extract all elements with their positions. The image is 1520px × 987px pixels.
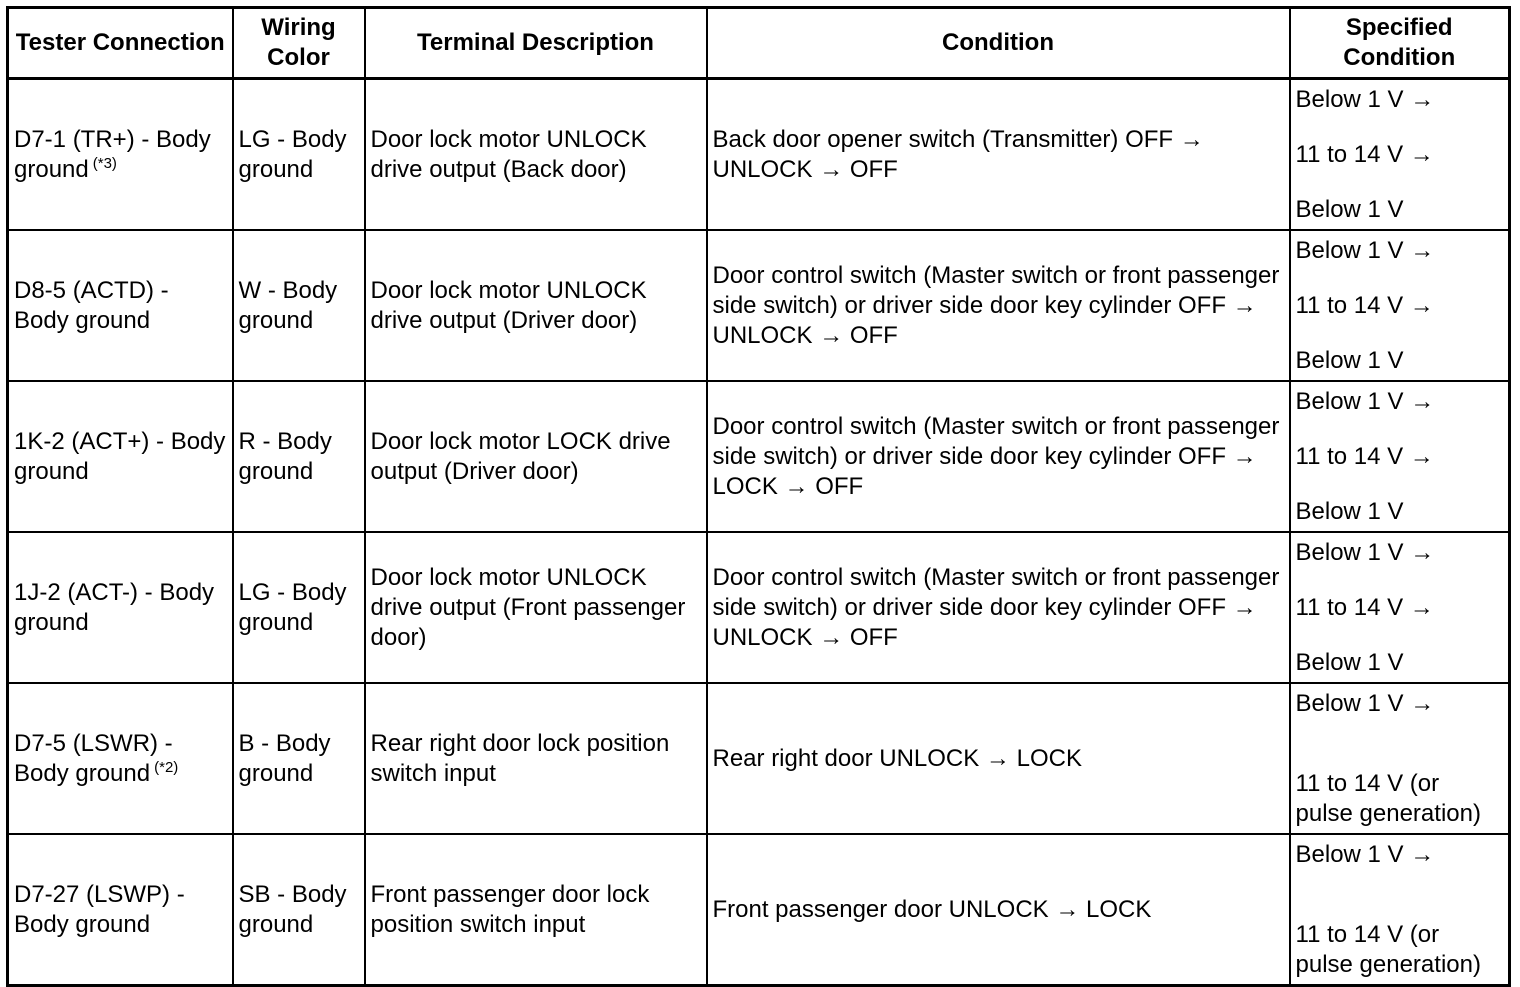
cell-tester-connection — [8, 381, 233, 532]
specified-condition-value: 11 to 14 V (or pulse generation) — [1295, 920, 1481, 978]
table-row — [8, 79, 1510, 231]
specified-condition-value: Below 1 V — [1295, 497, 1404, 525]
table-row — [8, 532, 1510, 683]
cell-specified-condition — [1290, 79, 1510, 231]
cell-specified-condition — [1290, 230, 1510, 381]
specified-condition-list — [1296, 236, 1504, 376]
cell-specified-condition — [1290, 834, 1510, 986]
cell-wiring-color: LG - Body ground — [233, 79, 365, 231]
header-specified-condition: Specified Condition — [1290, 8, 1510, 79]
specified-condition-value: Below 1 V → — [1295, 387, 1435, 415]
specified-condition-value: 11 to 14 V → — [1295, 442, 1434, 470]
header-row — [8, 8, 1510, 79]
specified-condition-value: 11 to 14 V → — [1295, 291, 1434, 319]
terminal-spec-table — [6, 6, 1511, 987]
cell-terminal-description: Front passenger door lock position switch input — [365, 834, 707, 986]
tester-connection-text: D7-5 (LSWR) - Body ground — [14, 729, 173, 787]
cell-condition: Back door opener switch (Transmitter) OFF → UNLOCK → OFF — [707, 79, 1290, 231]
header-condition: Condition — [707, 8, 1290, 79]
table-row — [8, 834, 1510, 986]
cell-wiring-color: R - Body ground — [233, 381, 365, 532]
cell-wiring-color: LG - Body ground — [233, 532, 365, 683]
cell-tester-connection — [8, 79, 233, 231]
cell-terminal-description: Rear right door lock position switch input — [365, 683, 707, 834]
table-row — [8, 683, 1510, 834]
table-body — [8, 79, 1510, 986]
cell-tester-connection — [8, 834, 233, 986]
cell-condition: Door control switch (Master switch or front passenger side switch) or driver side door key cylinder OFF → UNLOCK → OFF — [707, 230, 1290, 381]
terminal-spec-table-container — [6, 6, 1511, 987]
tester-connection-text: D7-27 (LSWP) - Body ground — [14, 880, 185, 938]
table-row — [8, 381, 1510, 532]
specified-condition-list — [1296, 840, 1504, 980]
specified-condition-list — [1296, 387, 1504, 527]
specified-condition-value: Below 1 V — [1295, 648, 1404, 676]
specified-condition-value: 11 to 14 V → — [1295, 593, 1434, 621]
header-tester-connection: Tester Connection — [8, 8, 233, 79]
cell-terminal-description: Door lock motor UNLOCK drive output (Front passenger door) — [365, 532, 707, 683]
cell-condition: Front passenger door UNLOCK → LOCK — [707, 834, 1290, 986]
cell-wiring-color: SB - Body ground — [233, 834, 365, 986]
specified-condition-list — [1296, 538, 1504, 678]
cell-tester-connection — [8, 683, 233, 834]
specified-condition-value: 11 to 14 V → — [1295, 140, 1434, 168]
specified-condition-value: Below 1 V → — [1295, 840, 1435, 868]
cell-specified-condition — [1290, 683, 1510, 834]
cell-tester-connection — [8, 230, 233, 381]
cell-wiring-color: B - Body ground — [233, 683, 365, 834]
footnote-marker: (*2) — [154, 758, 179, 776]
specified-condition-value: Below 1 V — [1295, 346, 1404, 374]
cell-tester-connection — [8, 532, 233, 683]
specified-condition-value: Below 1 V → — [1295, 85, 1435, 113]
cell-condition: Rear right door UNLOCK → LOCK — [707, 683, 1290, 834]
tester-connection-text: 1K-2 (ACT+) - Body ground — [14, 427, 226, 485]
specified-condition-list — [1296, 689, 1504, 829]
specified-condition-value: Below 1 V — [1295, 195, 1404, 223]
cell-terminal-description: Door lock motor UNLOCK drive output (Driver door) — [365, 230, 707, 381]
cell-condition: Door control switch (Master switch or front passenger side switch) or driver side door key cylinder OFF → UNLOCK → OFF — [707, 532, 1290, 683]
specified-condition-list — [1296, 85, 1504, 225]
header-wiring-color: Wiring Color — [233, 8, 365, 79]
tester-connection-text: 1J-2 (ACT-) - Body ground — [14, 578, 215, 636]
footnote-marker: (*3) — [92, 154, 117, 172]
specified-condition-value: Below 1 V → — [1295, 689, 1435, 717]
table-row — [8, 230, 1510, 381]
cell-condition: Door control switch (Master switch or front passenger side switch) or driver side door key cylinder OFF → LOCK → OFF — [707, 381, 1290, 532]
cell-specified-condition — [1290, 532, 1510, 683]
cell-terminal-description: Door lock motor LOCK drive output (Driver door) — [365, 381, 707, 532]
specified-condition-value: 11 to 14 V (or pulse generation) — [1295, 769, 1481, 827]
specified-condition-value: Below 1 V → — [1295, 538, 1435, 566]
cell-specified-condition — [1290, 381, 1510, 532]
specified-condition-value: Below 1 V → — [1295, 236, 1435, 264]
tester-connection-text: D7-1 (TR+) - Body ground — [14, 125, 211, 183]
cell-wiring-color: W - Body ground — [233, 230, 365, 381]
header-terminal-description: Terminal Description — [365, 8, 707, 79]
cell-terminal-description: Door lock motor UNLOCK drive output (Back door) — [365, 79, 707, 231]
tester-connection-text: D8-5 (ACTD) - Body ground — [14, 276, 169, 334]
